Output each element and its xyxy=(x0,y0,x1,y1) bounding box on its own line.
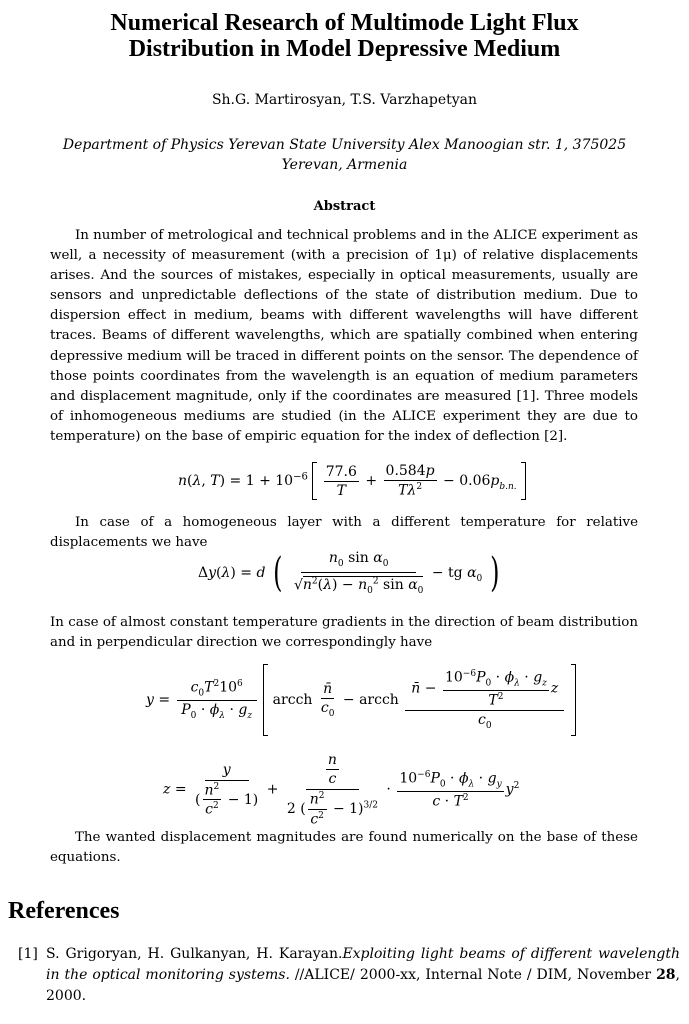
affiliation-line-1: Department of Physics Yerevan State University Alex Manoogian str. 1, 375025 xyxy=(62,137,627,153)
equation-displacement: Δy(λ) = d ( $\frac{n_0 \sin \alpha_0}{√n^2(\lambda) - n_0^2 \sin \alpha_0}$ − tg $\alpha_0$ ) xyxy=(198,550,500,597)
abstract-paragraph: In number of metrological and technical problems and in the ALICE experiment as well, a necessity of measurement (with a precision of 1μ) of relative displacements arises. And the sources of mistakes, especially in optical measurements, usually are sensors and unpredictable deflections of the state of distribution medium. Due to dispersion effect in medium, beams with different wavelengths will have different traces. Beams of different wavelengths, which are spatially combined when entering depressive medium will be traced in different points on the sensor. The dependence of those points coordinates from the wavelength is an equation of medium parameters and displacement magnitude, only if the coordinates are measured [1]. Three models of inhomogeneous mediums are studied (in the ALICE experiment they are due to temperature) on the base of empiric equation for the index of deflection [2]. xyxy=(50,228,638,444)
equation-refractive-index: n(λ, $T) = 1 + 10^{-6}$ $\frac{77.6}{T}$ + $\frac{0.584p}{T\lambda^2}$ − $0.06p_{b.n.}$ xyxy=(178,462,526,500)
reference-day: 28 xyxy=(656,967,676,983)
references-heading: References xyxy=(8,898,120,924)
abstract-heading: Abstract xyxy=(313,199,376,214)
reference-number: [1] xyxy=(18,946,38,962)
reference-item xyxy=(18,944,680,1007)
reference-authors: S. Grigoryan, H. Gulkanyan, H. Karayan. xyxy=(46,946,343,962)
affiliation xyxy=(30,135,659,175)
paragraph-gradients: In case of almost constant temperature gradients in the direction of beam distribution and in perpendicular direction we correspondingly have xyxy=(50,615,638,651)
paragraph-conclusion: The wanted displacement magnitudes are found numerically on the base of these equations. xyxy=(50,830,638,866)
equation-y: y = $\frac{c_0T^210^6}{P_0 \cdot \phi_\lambda \cdot g_z}$ arcch $\frac{n̄}{c_0}$ − arcch n̄ − $\frac{10^{-6}P_0 \cdot \phi_\lambda \cdot g_z}{T^2}$ z $c_0$ xyxy=(146,664,576,736)
title-line-1: Numerical Research of Multimode Light Flux xyxy=(110,10,579,36)
paper-title xyxy=(0,10,689,62)
reference-title: Exploiting light beams of different wavelength in the optical monitoring systems. xyxy=(46,946,680,983)
reference-venue: //ALICE/ 2000-xx, Internal Note / DIM, November xyxy=(289,967,657,983)
reference-year: , 2000. xyxy=(46,967,680,1004)
title-line-2: Distribution in Model Depressive Medium xyxy=(128,36,561,62)
paragraph-homogeneous: In case of a homogeneous layer with a different temperature for relative displacements we have xyxy=(50,515,638,551)
affiliation-line-2: Yerevan, Armenia xyxy=(281,157,408,173)
authors: Sh.G. Martirosyan, T.S. Varzhapetyan xyxy=(211,92,478,108)
equation-z: z = y ( $\frac{n^2}{c^2}$ − 1) + $\frac{n}{c}$ 2 ( $\frac{n^2}{c^2}$ − 1)$^{3/2}$ · $\frac{10^{-6}P_0 \cdot \phi_\lambda \cdot g_y}{c \cdot T^2}$ $y^2$ xyxy=(163,752,520,828)
